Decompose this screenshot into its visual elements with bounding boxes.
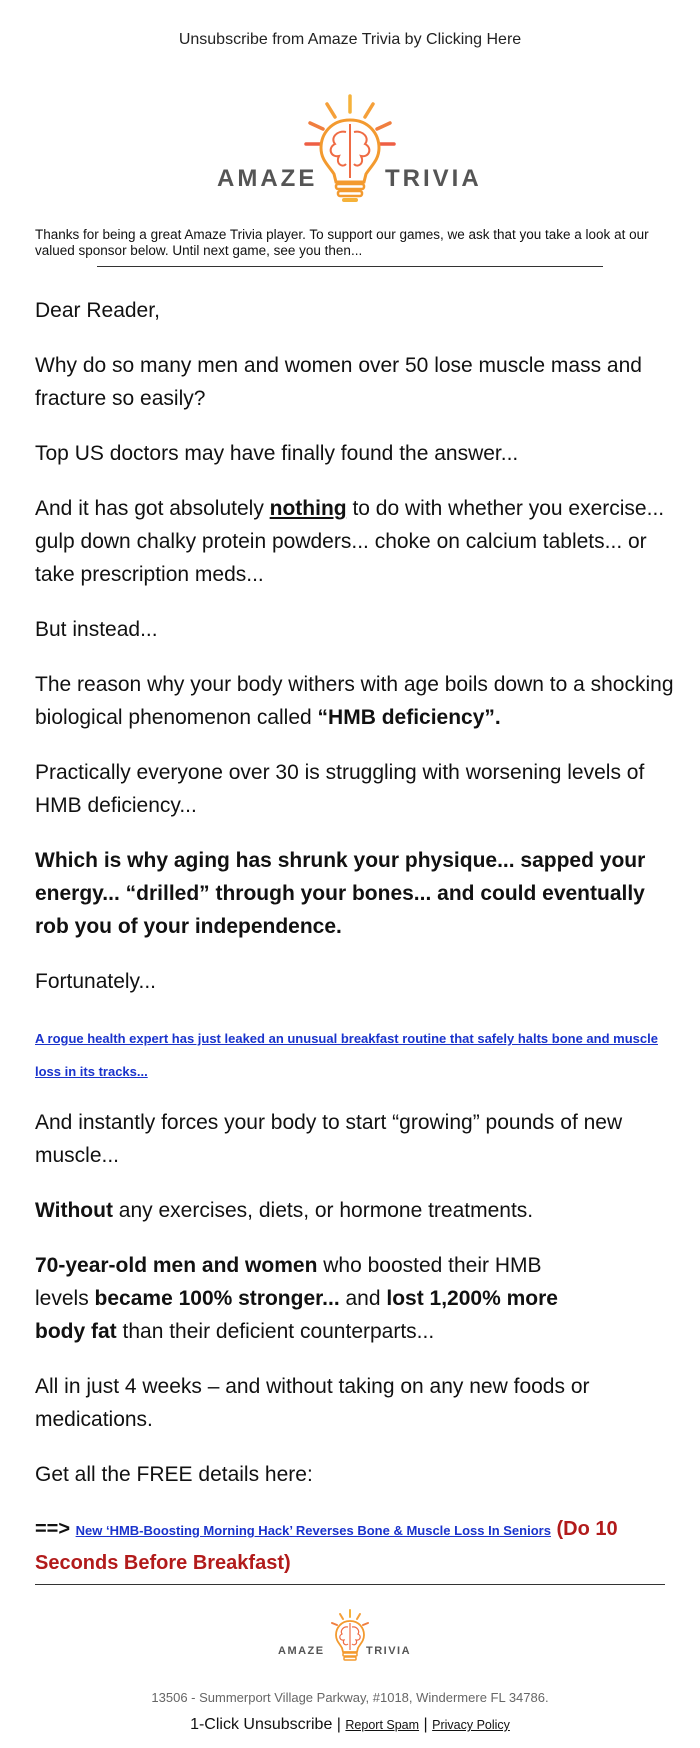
- emphasis: Without: [35, 1199, 113, 1222]
- unsubscribe-link[interactable]: Unsubscribe from Amaze Trivia by Clicking Here: [178, 31, 522, 48]
- paragraph: Fortunately...: [35, 970, 156, 993]
- footer-links: [0, 1716, 700, 1734]
- paragraph: [35, 492, 675, 591]
- sponsor-link[interactable]: A rogue health expert has just leaked an unusual breakfast routine that safely halts bone and muscle loss in its tracks...: [35, 1031, 658, 1079]
- intro-text: Thanks for being a great Amaze Trivia player. To support our games, we ask that you take a look at our valued sponsor below. Until next game, see you then...: [35, 227, 649, 258]
- text: And it has got absolutely: [35, 497, 270, 520]
- cta-link[interactable]: New ‘HMB-Boosting Morning Hack’ Reverses Bone & Muscle Loss In Seniors: [75, 1523, 551, 1538]
- separator: |: [336, 1716, 341, 1733]
- text: than their deficient counterparts...: [116, 1320, 435, 1343]
- cta-red-text: (Do 10 Seconds Before Breakfast): [35, 1518, 618, 1574]
- report-spam-link[interactable]: Report Spam: [345, 1718, 420, 1732]
- letter-body: [35, 294, 675, 1602]
- paragraph: Get all the FREE details here:: [35, 1463, 313, 1486]
- brand-word-right: TRIVIA: [385, 165, 482, 192]
- paragraph: [35, 1249, 595, 1348]
- emphasis: lost 1,200% more body fat: [35, 1287, 558, 1343]
- footer-address: 13506 - Summerport Village Parkway, #1018, Windermere FL 34786.: [151, 1690, 549, 1705]
- paragraph: [35, 668, 675, 734]
- lightbulb-icon: [332, 1610, 368, 1660]
- lightbulb-icon: [306, 96, 394, 202]
- paragraph: Why do so many men and women over 50 lose muscle mass and fracture so easily?: [35, 354, 642, 410]
- text: The reason why your body withers with age boils down to a shocking biological phenomenon called: [35, 673, 674, 729]
- text: to do with whether you exercise... gulp down chalky protein powders... choke on calcium tablets... or take prescription meds...: [35, 497, 665, 586]
- greeting: Dear Reader,: [35, 299, 160, 322]
- brand-word-left: AMAZE: [217, 165, 318, 192]
- amaze-trivia-footer-logo: [278, 1608, 422, 1672]
- paragraph: But instead...: [35, 618, 158, 641]
- arrow-text: ==>: [35, 1518, 71, 1540]
- footer-divider: [35, 1584, 665, 1585]
- privacy-policy-link[interactable]: Privacy Policy: [432, 1718, 510, 1732]
- paragraph: [35, 1194, 675, 1227]
- brand-word-left: AMAZE: [278, 1645, 325, 1657]
- separator: |: [423, 1716, 428, 1733]
- text: any exercises, diets, or hormone treatments.: [112, 1199, 534, 1222]
- emphasis: nothing: [269, 497, 347, 520]
- amaze-trivia-logo: [215, 92, 485, 212]
- emphasis: “HMB deficiency”.: [317, 706, 501, 729]
- text: and: [339, 1287, 387, 1310]
- emphasis: 70-year-old men and women: [35, 1254, 318, 1277]
- cta-line: [35, 1513, 675, 1580]
- intro-divider: [97, 266, 603, 267]
- paragraph: Top US doctors may have finally found the answer...: [35, 442, 519, 465]
- brand-word-right: TRIVIA: [366, 1645, 412, 1657]
- emphasis: became 100% stronger...: [94, 1287, 340, 1310]
- text: who boosted their HMB levels: [35, 1254, 542, 1310]
- paragraph: All in just 4 weeks – and without taking on any new foods or medications.: [35, 1375, 590, 1431]
- bold-paragraph: Which is why aging has shrunk your physique... sapped your energy... “drilled” through your bones... and could eventually rob you of your independence.: [35, 849, 646, 938]
- paragraph: And instantly forces your body to start “growing” pounds of new muscle...: [35, 1111, 623, 1167]
- one-click-unsubscribe-link[interactable]: 1-Click Unsubscribe: [190, 1716, 333, 1733]
- paragraph: Practically everyone over 30 is struggling with worsening levels of HMB deficiency...: [35, 761, 645, 817]
